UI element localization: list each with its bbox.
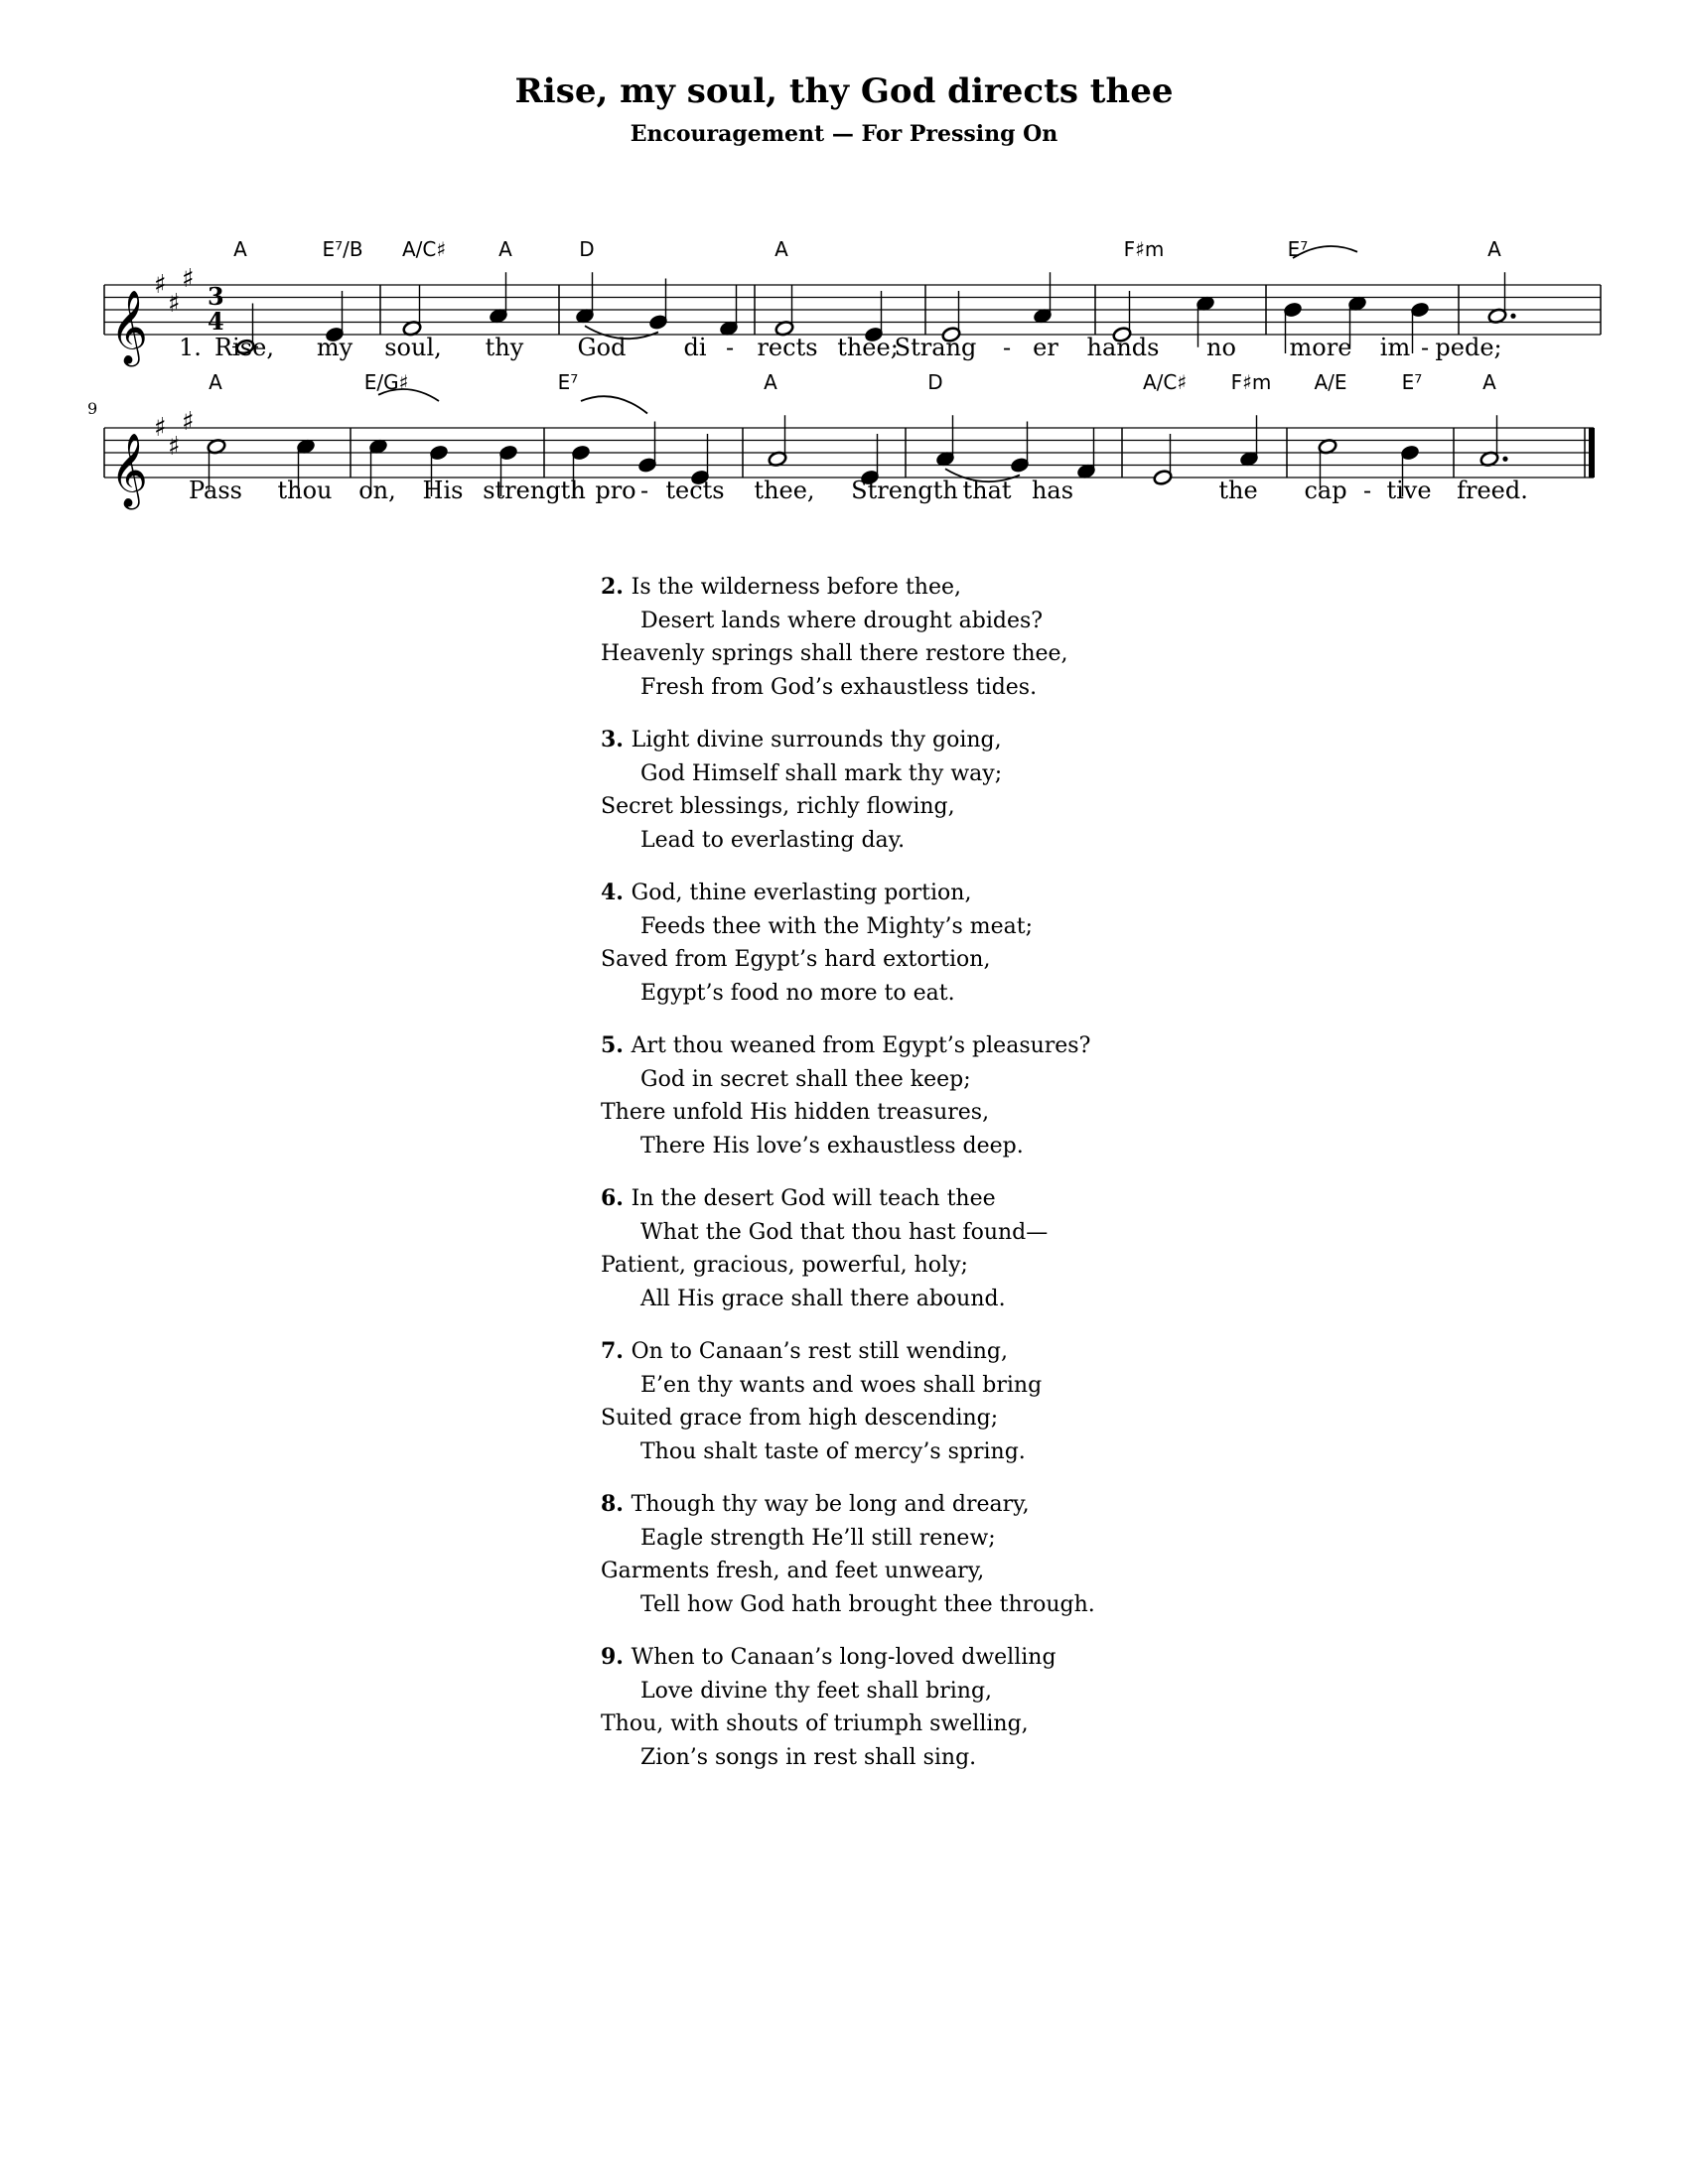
verse-4: [601, 877, 1296, 1010]
lyric-syllable: soul,: [384, 334, 442, 361]
verse-3: [601, 724, 1296, 857]
lyric-syllable: that: [962, 477, 1012, 504]
lyric-syllable: pede;: [1435, 334, 1502, 361]
verse-line: [601, 1641, 1296, 1675]
lyric-syllable: rects: [757, 334, 818, 361]
chord-symbol: F♯m: [1123, 237, 1165, 261]
sharp-icon: ♯: [182, 406, 195, 437]
verse-line: [601, 1369, 1296, 1403]
lyric-syllable: the: [1218, 477, 1258, 504]
chord-symbol: A/C♯: [401, 237, 447, 261]
lyric-syllable: strength: [483, 477, 586, 504]
verse-line: [601, 1096, 1296, 1130]
lyric-syllable: Strength: [851, 477, 958, 504]
verse-text: Egypt’s food no more to eat.: [640, 980, 955, 1006]
sharp-icon: ♯: [168, 431, 181, 462]
verse-line: [601, 1063, 1296, 1097]
chord-symbol: A/C♯: [1142, 370, 1188, 394]
verse-text: God, thine everlasting portion,: [631, 881, 972, 905]
time-signature-top: 3: [208, 282, 224, 311]
lyric-syllable: has: [1031, 477, 1074, 504]
lyric-syllable: di: [683, 334, 707, 361]
verse-line: [601, 1741, 1296, 1775]
verse-text: Though thy way be long and dreary,: [631, 1492, 1030, 1517]
verse-line: [601, 671, 1296, 705]
lyric-syllable: thy: [485, 334, 524, 361]
chord-symbol: E/G♯: [363, 370, 409, 394]
verse-text: Fresh from God’s exhaustless tides.: [640, 674, 1038, 700]
lyric-syllable: tects: [665, 477, 725, 504]
verse-text: God in secret shall thee keep;: [640, 1066, 971, 1092]
chord-symbol: A: [764, 370, 777, 394]
lyric-syllable: -: [639, 477, 649, 504]
verse-text: What the God that thou hast found—: [640, 1219, 1049, 1245]
final-barline: [1589, 428, 1595, 478]
verse-number: 7.: [601, 1338, 632, 1364]
verse-line: [601, 1675, 1296, 1708]
verse-line: [601, 1216, 1296, 1250]
lyric-syllable: pro: [595, 477, 636, 504]
chord-symbol: E⁷/B: [322, 237, 363, 261]
augmentation-dot: [1502, 457, 1507, 462]
verse-text: Is the wilderness before thee,: [631, 575, 961, 600]
verse-line: [601, 1488, 1296, 1522]
sharp-icon: ♯: [182, 263, 195, 294]
verse-number: 8.: [601, 1491, 632, 1517]
chord-symbol: A: [498, 237, 512, 261]
measure-number: 9: [87, 399, 98, 418]
verse-number: 9.: [601, 1644, 632, 1670]
verse-text: There His love’s exhaustless deep.: [640, 1133, 1024, 1159]
verse-text: On to Canaan’s rest still wending,: [631, 1339, 1008, 1364]
chord-symbol: A: [1482, 370, 1496, 394]
verse-line: [601, 605, 1296, 638]
lyric-syllable: -: [725, 334, 735, 361]
verse-line: [601, 1555, 1296, 1588]
verse-text: Love divine thy feet shall bring,: [640, 1678, 993, 1704]
verse-line: [601, 1130, 1296, 1163]
verse-line: [601, 757, 1296, 791]
sharp-icon: ♯: [154, 413, 167, 443]
lyric-syllable: -: [1420, 334, 1430, 361]
lyric-syllable: im: [1379, 334, 1411, 361]
lyric-syllable: cap: [1304, 477, 1347, 504]
lyric-syllable: on,: [358, 477, 396, 504]
verse-text: Suited grace from high descending;: [601, 1406, 999, 1431]
verse-text: Saved from Egypt’s hard extortion,: [601, 947, 991, 972]
lyric-syllable: more: [1289, 334, 1352, 361]
slur: [581, 396, 647, 413]
verse-text: All His grace shall there abound.: [640, 1286, 1006, 1311]
verse-text: Art thou weaned from Egypt’s pleasures?: [631, 1033, 1091, 1058]
verse-text: There unfold His hidden treasures,: [601, 1100, 990, 1125]
chord-symbol: E⁷: [1287, 237, 1309, 261]
verse-text: Feeds thee with the Mighty’s meat;: [640, 913, 1034, 939]
verse-text: When to Canaan’s long-loved dwelling: [631, 1645, 1056, 1670]
lyric-syllable: hands: [1086, 334, 1160, 361]
chord-symbol: F♯m: [1230, 370, 1272, 394]
verse-8: [601, 1488, 1296, 1621]
verse-line: [601, 1029, 1296, 1063]
verse-line: [601, 1283, 1296, 1316]
chord-symbol: D: [579, 237, 595, 261]
verses-block: [601, 571, 1296, 1794]
treble-clef-icon: 𝄞: [110, 434, 148, 507]
verse-line: [601, 943, 1296, 977]
lyric-syllable: my: [316, 334, 353, 361]
chord-symbol: A: [1487, 237, 1501, 261]
verse-text: Secret blessings, richly flowing,: [601, 794, 955, 819]
lyric-syllable: Pass: [188, 477, 243, 504]
chord-symbol: A: [774, 237, 788, 261]
verse-text: Tell how God hath brought thee through.: [640, 1591, 1095, 1617]
verse-number: 3.: [601, 727, 632, 752]
verse-line: [601, 824, 1296, 858]
chord-symbol: E⁷: [557, 370, 579, 394]
lyric-syllable: -: [1002, 334, 1012, 361]
lyric-syllable: Strang: [894, 334, 977, 361]
verse-6: [601, 1182, 1296, 1315]
sharp-icon: ♯: [168, 288, 181, 319]
verse-text: Heavenly springs shall there restore thee,: [601, 641, 1068, 666]
verse-9: [601, 1641, 1296, 1774]
verse-line: [601, 1522, 1296, 1556]
lyric-syllable: freed.: [1457, 477, 1528, 504]
verse-text: Patient, gracious, powerful, holy;: [601, 1253, 968, 1278]
lyric-syllable: tive: [1386, 477, 1432, 504]
verse-line: [601, 1707, 1296, 1741]
verse-line: [601, 1335, 1296, 1369]
chord-symbol: A/E: [1314, 370, 1347, 394]
verse-text: In the desert God will teach thee: [631, 1186, 996, 1211]
verse-line: [601, 1435, 1296, 1469]
music-score: [0, 0, 1688, 556]
lyric-syllable: -: [1362, 477, 1372, 504]
chord-symbol: A: [233, 237, 247, 261]
verse-number: 6.: [601, 1185, 632, 1211]
augmentation-dot: [1510, 314, 1515, 319]
verse-line: [601, 1249, 1296, 1283]
verse-number-label: 1.: [179, 334, 202, 361]
lyric-syllable: thee,: [754, 477, 815, 504]
chord-symbol: A: [209, 370, 222, 394]
verse-line: [601, 724, 1296, 757]
lyric-syllable: God: [577, 334, 627, 361]
verse-number: 2.: [601, 574, 632, 600]
sharp-icon: ♯: [154, 270, 167, 300]
verse-7: [601, 1335, 1296, 1468]
verse-text: Zion’s songs in rest shall sing.: [640, 1744, 977, 1770]
verse-line: [601, 1402, 1296, 1435]
verse-line: [601, 571, 1296, 605]
treble-clef-icon: 𝄞: [110, 291, 148, 364]
verse-text: Thou, with shouts of triumph swelling,: [601, 1711, 1029, 1736]
verse-line: [601, 790, 1296, 824]
verse-line: [601, 1588, 1296, 1622]
time-signature-bottom: 4: [208, 307, 224, 336]
lyric-syllable: Rise,: [214, 334, 274, 361]
verse-5: [601, 1029, 1296, 1162]
verse-number: 4.: [601, 880, 632, 905]
lyric-syllable: er: [1033, 334, 1058, 361]
verse-text: Lead to everlasting day.: [640, 827, 906, 853]
chord-symbol: D: [927, 370, 943, 394]
verse-text: Thou shalt taste of mercy’s spring.: [640, 1438, 1026, 1464]
verse-text: Light divine surrounds thy going,: [631, 728, 1002, 752]
lyric-syllable: no: [1206, 334, 1236, 361]
verse-line: [601, 637, 1296, 671]
verse-text: Desert lands where drought abides?: [640, 608, 1044, 633]
verse-text: Garments fresh, and feet unweary,: [601, 1559, 985, 1583]
verse-text: God Himself shall mark thy way;: [640, 760, 1003, 786]
lyric-syllable: thee;: [837, 334, 899, 361]
chord-symbol: E⁷: [1401, 370, 1423, 394]
verse-text: E’en thy wants and woes shall bring: [640, 1372, 1043, 1398]
verse-line: [601, 877, 1296, 910]
verse-2: [601, 571, 1296, 704]
verse-line: [601, 1182, 1296, 1216]
verse-number: 5.: [601, 1032, 632, 1058]
hymn-subtitle: Encouragement — For Pressing On: [630, 121, 1058, 147]
lyric-syllable: thou: [277, 477, 333, 504]
verse-text: Eagle strength He’ll still renew;: [640, 1525, 996, 1551]
lyric-syllable: His: [422, 477, 464, 504]
verse-line: [601, 977, 1296, 1011]
verse-line: [601, 910, 1296, 944]
hymn-title: Rise, my soul, thy God directs thee: [514, 71, 1174, 111]
